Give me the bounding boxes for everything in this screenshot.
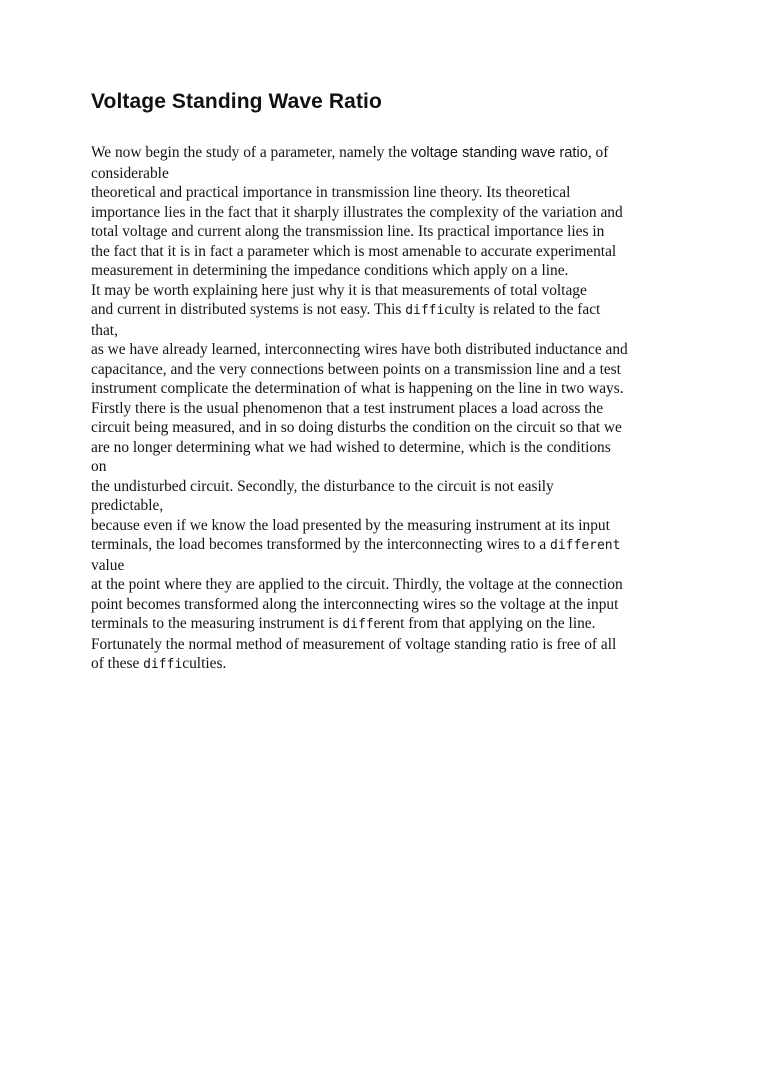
- text-line: [91, 203, 681, 223]
- text-line: [91, 379, 681, 399]
- text-segment: on: [91, 458, 107, 475]
- text-line: [91, 183, 681, 203]
- text-line: [91, 418, 681, 438]
- text-segment: instrument complicate the determination of what is happening on the line in two ways.: [91, 380, 624, 397]
- text-segment: the undisturbed circuit. Secondly, the disturbance to the circuit is not easily: [91, 477, 554, 495]
- text-line: [91, 281, 681, 301]
- text-segment: culties.: [182, 655, 227, 672]
- text-line: [91, 300, 681, 321]
- text-line: [91, 635, 681, 655]
- text-line: [91, 340, 681, 360]
- text-segment: of these: [91, 655, 144, 672]
- text-segment: Firstly there is the usual phenomenon that a test instrument places a load across the: [91, 399, 604, 417]
- body-paragraph: [91, 143, 681, 675]
- text-segment: that,: [91, 321, 118, 339]
- text-line: [91, 242, 681, 262]
- text-line: [91, 556, 681, 576]
- text-segment: are no longer determining what we had wished to determine, which is the conditions: [91, 438, 611, 456]
- text-line: [91, 496, 681, 516]
- text-line: [91, 595, 681, 615]
- text-line: [91, 321, 681, 341]
- text-line: [91, 222, 681, 242]
- text-segment: diffi: [143, 657, 183, 672]
- text-line: [91, 477, 681, 497]
- text-segment: terminals, the load becomes transformed by the interconnecting wires to a: [91, 536, 551, 553]
- text-segment: considerable: [91, 164, 169, 182]
- text-segment: predictable,: [91, 497, 164, 514]
- text-line: [91, 614, 681, 635]
- page-title: Voltage Standing Wave Ratio: [91, 90, 382, 113]
- text-line: [91, 654, 681, 675]
- text-segment: and current in distributed systems is not easy. This: [91, 301, 406, 318]
- text-segment: diff: [342, 617, 374, 632]
- text-line: [91, 457, 681, 477]
- text-line: [91, 438, 681, 458]
- text-segment: measurement in determining the impedance conditions which apply on a line.: [91, 262, 569, 279]
- text-segment: total voltage and current along the transmission line. Its practical importance lies in: [91, 223, 605, 240]
- text-segment: as we have already learned, interconnecting wires have both distributed inductance and: [91, 341, 628, 358]
- text-segment: theoretical and practical importance in transmission line theory. Its theoretical: [91, 184, 571, 201]
- text-line: [91, 535, 681, 556]
- text-segment: voltage standing wave ratio: [410, 145, 588, 161]
- text-segment: erent from that applying on the line.: [373, 615, 596, 632]
- text-segment: , of: [587, 144, 609, 161]
- text-line: [91, 516, 681, 536]
- text-segment: at the point where they are applied to the circuit. Thirdly, the voltage at the connection: [91, 576, 623, 593]
- text-line: [91, 399, 681, 419]
- text-line: [91, 261, 681, 281]
- text-segment: capacitance, and the very connections between points on a transmission line and a test: [91, 360, 621, 378]
- text-line: [91, 143, 681, 164]
- text-segment: the fact that it is in fact a parameter which is most amenable to accurate experimental: [91, 242, 617, 260]
- text-segment: because even if we know the load presented by the measuring instrument at its input: [91, 516, 610, 534]
- text-segment: It may be worth explaining here just why it is that measurements of total voltage: [91, 281, 587, 299]
- text-segment: Fortunately the normal method of measurement of voltage standing ratio is free of all: [91, 635, 617, 653]
- document-page: [91, 90, 681, 675]
- text-segment: We now begin the study of a parameter, namely the: [91, 144, 411, 161]
- text-line: [91, 164, 681, 184]
- text-segment: different: [550, 538, 621, 553]
- text-line: [91, 360, 681, 380]
- text-segment: value: [91, 556, 125, 574]
- text-segment: point becomes transformed along the interconnecting wires so the voltage at the input: [91, 595, 619, 613]
- text-segment: diffi: [405, 303, 445, 318]
- text-segment: importance lies in the fact that it sharply illustrates the complexity of the variation and: [91, 203, 623, 221]
- text-line: [91, 575, 681, 595]
- text-segment: culty is related to the fact: [444, 301, 601, 318]
- text-segment: circuit being measured, and in so doing disturbs the condition on the circuit so that we: [91, 419, 622, 436]
- text-segment: terminals to the measuring instrument is: [91, 615, 343, 632]
